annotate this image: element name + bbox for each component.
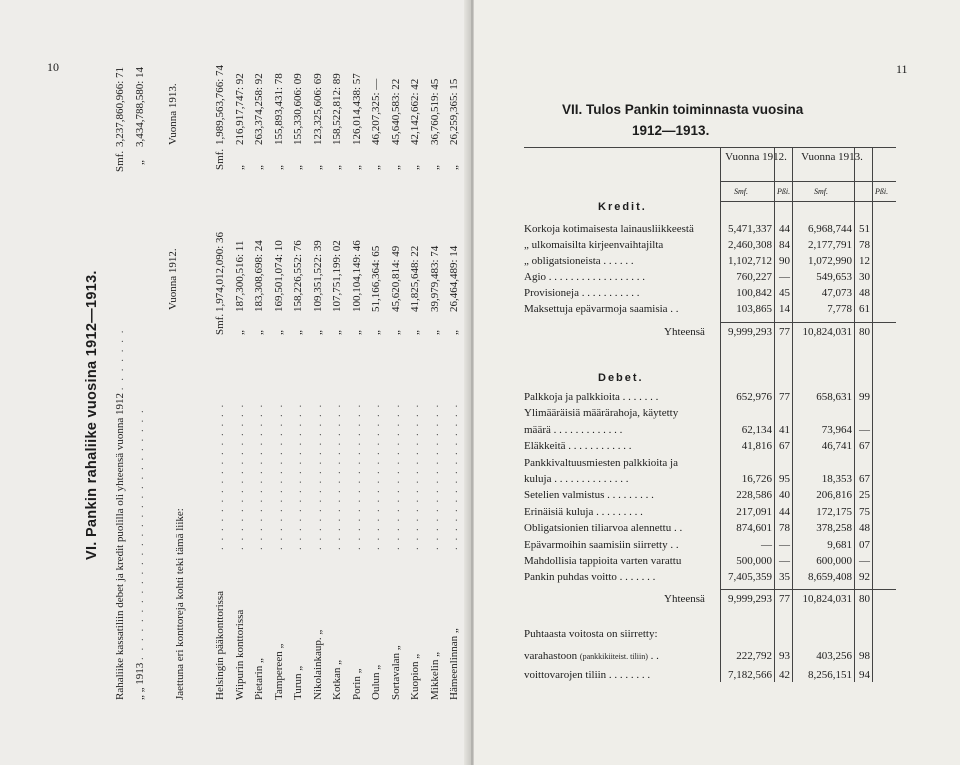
- office-name: Tampereen „: [272, 643, 285, 700]
- col-header-1912: Vuonna 1912.: [167, 248, 179, 310]
- leader-dots: . . . . . . . . . . . . . . . . . . . . . . . . . . .: [134, 408, 146, 660]
- currency-mark: „: [428, 165, 441, 170]
- office-name: Hämeenlinnan „: [448, 628, 460, 700]
- penni-1913: 75: [859, 505, 870, 518]
- row-label: Provisioneja . . . . . . . . . . .: [524, 287, 640, 299]
- amount-1913: 2,177,791: [808, 239, 852, 251]
- office-name: Kuopion „: [409, 653, 421, 700]
- office-name: Mikkelin „: [428, 652, 441, 700]
- office-name: Pietarin „: [253, 658, 265, 700]
- office-name: Oulun „: [370, 664, 382, 700]
- row-label: määrä . . . . . . . . . . . . .: [524, 423, 623, 436]
- row-label: Setelien valmistus . . . . . . . . .: [524, 489, 654, 502]
- intro-value-1913: 3,434,788,580: 14: [134, 66, 146, 147]
- leader-dots: . . . . . . . . . . . . . . . .: [389, 402, 402, 550]
- currency-mark: „: [428, 330, 441, 335]
- currency-mark: „: [253, 330, 265, 335]
- row-label: kuluja . . . . . . . . . . . . . .: [524, 473, 629, 485]
- amount-1913: 9,681: [827, 538, 852, 551]
- profit-row: varahastoon (pankkikiiteist. tiliin) . .: [524, 650, 659, 662]
- debet-total: [664, 593, 705, 606]
- value-1912: 51,166,364: 65: [370, 245, 382, 312]
- amount-1912: 500,000: [736, 555, 772, 567]
- debet-sum-rule: [720, 589, 896, 590]
- intro-label-2: „ „ 1913: [134, 662, 146, 700]
- amount-1912: 100,842: [736, 287, 772, 299]
- amount-1912: 1,102,712: [728, 255, 772, 267]
- amount-1912: 217,091: [736, 505, 772, 518]
- penni-1912: 45: [779, 287, 790, 299]
- penni-1913: 30: [859, 271, 870, 283]
- row-label: Ylimääräisiä määrärahoja, käytetty: [524, 407, 679, 420]
- row-label: Korkoja kotimaisesta lainausliikkeestä: [524, 223, 694, 235]
- value-1912: 41,825,648: 22: [409, 245, 421, 312]
- row-label: Yhteensä: [664, 593, 705, 605]
- amount-1912: —: [761, 538, 772, 551]
- penni-1913: 07: [859, 538, 870, 551]
- currency-mark: „: [253, 165, 265, 170]
- penni-1913: —: [859, 423, 870, 436]
- debet-row: [524, 391, 658, 404]
- amount-1913: 47,073: [821, 287, 852, 299]
- office-row: [253, 50, 273, 700]
- currency-mark: „: [409, 165, 421, 170]
- value-1912: 45,620,814: 49: [389, 245, 402, 312]
- amount-1913: 206,816: [816, 489, 852, 502]
- penni-1912: 77: [779, 326, 790, 338]
- amount-1912: 16,726: [741, 473, 772, 485]
- results-table: [524, 147, 896, 682]
- amount-1913: 378,258: [816, 522, 852, 535]
- kredit-row: [524, 271, 645, 284]
- office-row: [214, 50, 234, 700]
- leader-dots: . . . . . . . . . . . . . . . .: [233, 402, 246, 550]
- col-header-1913: Vuonna 1913.: [167, 83, 179, 145]
- col-rule: [792, 147, 793, 682]
- penni-1913: 51: [859, 223, 870, 235]
- unit-rule: [720, 201, 896, 202]
- left-page: [0, 0, 470, 765]
- debet-row: [524, 457, 678, 470]
- title-line-2: 1912—1913.: [632, 123, 710, 138]
- penni-1912: —: [779, 555, 790, 567]
- currency-mark: „: [409, 330, 421, 335]
- currency-mark: „: [233, 330, 246, 335]
- debet-row: [524, 522, 682, 535]
- page-number-left: 10: [47, 60, 59, 74]
- office-name: Sortavalan „: [389, 645, 402, 700]
- penni-1912: 95: [779, 473, 790, 485]
- amount-1912: 9,999,293: [728, 326, 772, 338]
- leader-dots: . . . . . . . . . . . . . . . .: [370, 402, 382, 550]
- office-row: [409, 50, 429, 700]
- debet-heading: Debet.: [598, 372, 644, 384]
- penni-1912: —: [779, 538, 790, 551]
- penni-1913: 99: [859, 391, 870, 403]
- debet-row: [524, 539, 679, 552]
- penni-1913: 67: [859, 473, 870, 485]
- debet-row: [524, 489, 654, 502]
- leader-dots: . . . . . . . . . . . . . . . .: [448, 402, 460, 550]
- value-1913: 216,917,747: 92: [233, 73, 246, 145]
- office-name: Nikolainkaup. „: [311, 629, 324, 700]
- debet-row: [524, 407, 678, 420]
- value-1912: 158,226,552: 76: [292, 240, 304, 312]
- currency-mark: „: [233, 165, 246, 170]
- amount-1912: 7,405,359: [728, 571, 772, 584]
- amount-1913: 46,741: [821, 440, 852, 453]
- penni-1913: 94: [859, 669, 870, 681]
- unit-penni-1913: Pßi.: [875, 187, 889, 196]
- currency-mark: „: [389, 165, 402, 170]
- row-label: Pankkivaltuusmiesten palkkioita ja: [524, 456, 678, 469]
- amount-1913: 1,072,990: [808, 255, 852, 267]
- profit-heading: Puhtaasta voitosta on siirretty:: [524, 628, 658, 640]
- amount-1913: 658,631: [816, 391, 852, 403]
- value-1912: 107,751,199: 02: [331, 240, 343, 312]
- table-top-rule: [524, 147, 896, 148]
- amount-1912: 103,865: [736, 303, 772, 315]
- amount-1913: 7,778: [827, 303, 852, 315]
- leader-dots: . . . . . . . . . . . . . . . .: [253, 402, 265, 550]
- penni-1913: 25: [859, 489, 870, 502]
- debet-row: [524, 571, 655, 584]
- office-name: Turun „: [292, 665, 304, 700]
- value-1913: 263,374,258: 92: [253, 73, 265, 145]
- currency-mark: „: [311, 165, 324, 170]
- penni-1912: 84: [779, 239, 790, 251]
- unit-smk-1913: Smf.: [814, 187, 828, 196]
- row-label: voittovarojen tiliin . . . . . . . .: [524, 669, 651, 681]
- office-row: [370, 50, 390, 700]
- page-number-right: 11: [896, 62, 908, 76]
- row-label: „ ulkomaisilta kirjeenvaihtajilta: [524, 239, 664, 251]
- value-1913: 155,330,606: 09: [292, 73, 304, 145]
- currency-mark: „: [331, 165, 343, 170]
- header-rule: [720, 181, 896, 182]
- intro-line-1: [114, 328, 126, 700]
- value-1912: 183,308,698: 24: [253, 240, 265, 312]
- penni-1912: 93: [779, 650, 790, 662]
- penni-1912: 44: [779, 505, 790, 518]
- col-rule: [872, 147, 873, 682]
- value-1912: 187,300,516: 11: [233, 240, 246, 312]
- kredit-row: [524, 255, 634, 268]
- penni-1913: —: [859, 555, 870, 567]
- kredit-row: [524, 303, 679, 316]
- leader-dots: . . . . . . . . . . . . . . . .: [409, 402, 421, 550]
- amount-1912: 2,460,308: [728, 239, 772, 251]
- currency-mark: „: [448, 165, 460, 170]
- amount-1913: 549,653: [816, 271, 852, 283]
- office-row: [331, 50, 351, 700]
- amount-1913: 8,256,151: [808, 669, 852, 681]
- unit-smk-1912: Smf.: [734, 187, 748, 196]
- amount-1912: 652,976: [736, 391, 772, 403]
- penni-1913: 92: [859, 571, 870, 584]
- row-label: Obligatsionien tiliarvoa alennettu . .: [524, 522, 683, 535]
- amount-1913: 172,175: [816, 505, 852, 518]
- penni-1913: 48: [859, 522, 870, 535]
- penni-1912: 78: [779, 522, 790, 535]
- currency-mark: „: [370, 330, 382, 335]
- row-label-note: (pankkikiiteist. tiliin): [579, 652, 648, 661]
- amount-1913: 8,659,408: [808, 571, 852, 584]
- amount-1913: 73,964: [821, 423, 852, 436]
- value-1913: 1,989,563,766: 74: [214, 64, 226, 145]
- office-name: Kotkan „: [331, 659, 343, 700]
- value-1913: 42,142,662: 42: [409, 78, 421, 145]
- row-label: Pankin puhdas voitto . . . . . . .: [524, 571, 656, 584]
- amount-1912: 874,601: [736, 522, 772, 535]
- value-1912: 109,351,522: 39: [311, 240, 324, 312]
- penni-1913: 48: [859, 287, 870, 299]
- ditto-mark: „: [134, 160, 146, 165]
- currency-mark: „: [448, 330, 460, 335]
- office-row: [429, 50, 449, 700]
- currency-mark: „: [370, 165, 382, 170]
- title-line-1: VII. Tulos Pankin toiminnasta vuosina: [562, 102, 804, 117]
- row-label: Erinäisiä kuluja . . . . . . . . .: [524, 505, 643, 518]
- kredit-total: [664, 326, 705, 339]
- office-name: Helsingin pääkonttorissa: [214, 590, 226, 700]
- sub-heading: Jaettuna eri konttoreja kohti teki tämä liike:: [174, 508, 186, 700]
- currency-mark: „: [389, 330, 402, 335]
- value-1913: 45,640,583: 22: [389, 78, 402, 145]
- currency-mark: „: [331, 330, 343, 335]
- leader-dots: . . . . . . . . . . . . . . . .: [311, 402, 324, 550]
- leader-dots: . . . . . . . . . . . . . . . .: [350, 402, 363, 550]
- amount-1913: 10,824,031: [802, 326, 852, 338]
- debet-row: [524, 440, 632, 453]
- right-page: [474, 0, 960, 765]
- penni-1912: —: [779, 271, 790, 283]
- value-1912: 1,974,012,090: 36: [214, 231, 226, 312]
- penni-1912: 42: [779, 669, 790, 681]
- value-1912: 169,501,074: 10: [272, 240, 285, 312]
- value-1913: 126,014,438: 57: [350, 73, 363, 145]
- leader-dots: . . . . . . . . . . . . . . . .: [428, 402, 441, 550]
- intro-currency: Smf.: [114, 150, 126, 172]
- amount-1912: 9,999,293: [728, 593, 772, 605]
- value-1912: 100,104,149: 46: [350, 240, 363, 312]
- unit-penni-1912: Pßi.: [777, 187, 791, 196]
- office-row: [390, 50, 410, 700]
- penni-1912: 40: [779, 489, 790, 502]
- office-name: Porin „: [350, 668, 363, 700]
- leader-dots: . . . . . . . . . . . . . . . .: [214, 402, 226, 550]
- kredit-row: [524, 239, 663, 252]
- value-1912: 26,464,489: 14: [448, 245, 460, 312]
- amount-1913: 600,000: [816, 555, 852, 567]
- debet-row: [524, 473, 629, 486]
- currency-mark: „: [350, 330, 363, 335]
- col-header-1913: Vuonna 1913.: [801, 151, 863, 163]
- penni-1912: 41: [779, 423, 790, 436]
- office-row: [351, 50, 371, 700]
- row-label: Palkkoja ja palkkioita . . . . . . .: [524, 391, 659, 403]
- kredit-heading: Kredit.: [598, 201, 647, 213]
- left-page-title: VI. Pankin rahaliike vuosina 1912—1913.: [84, 270, 100, 560]
- penni-1912: 77: [779, 593, 790, 605]
- value-1913: 36,760,519: 45: [428, 78, 441, 145]
- leader-dots: . . . . . . . . . . . . . . . .: [331, 402, 343, 550]
- col-rule: [720, 147, 721, 682]
- office-name: Wiipurin konttorissa: [233, 609, 246, 700]
- rotated-table-left: [84, 50, 484, 700]
- currency-mark: Smf.: [214, 313, 226, 335]
- office-row: [312, 50, 332, 700]
- amount-1912: 62,134: [741, 423, 772, 436]
- leader-dots: . . . . . . . . . . . . . . . .: [272, 402, 285, 550]
- amount-1912: 5,471,337: [728, 223, 772, 235]
- debet-row: [524, 424, 622, 437]
- profit-row: [524, 669, 650, 682]
- value-1913: 155,893,431: 78: [272, 73, 285, 145]
- amount-1913: 403,256: [816, 650, 852, 662]
- intro-label: Rahaliike kassatiliin debet ja kredit puolilla oli yhteensä vuonna 1912: [114, 392, 126, 700]
- row-label: „ obligatsioneista . . . . . .: [524, 255, 634, 267]
- currency-mark: „: [350, 165, 363, 170]
- currency-mark: „: [311, 330, 324, 335]
- row-label: Agio . . . . . . . . . . . . . . . . . .: [524, 271, 645, 283]
- penni-1913: 80: [859, 593, 870, 605]
- penni-1913: 61: [859, 303, 870, 315]
- office-row: [273, 50, 293, 700]
- leader-dots: . . . . . . . . . . . . . . . .: [292, 402, 304, 550]
- intro-line-2: [134, 408, 146, 700]
- amount-1912: 222,792: [736, 650, 772, 662]
- currency-mark: „: [272, 165, 285, 170]
- amount-1913: 6,968,744: [808, 223, 852, 235]
- amount-1912: 7,182,566: [728, 669, 772, 681]
- row-label: Yhteensä: [664, 326, 705, 338]
- amount-1913: 10,824,031: [802, 593, 852, 605]
- row-label: varahastoon: [524, 650, 578, 662]
- office-row: [292, 50, 312, 700]
- kredit-row: [524, 287, 640, 300]
- value-1913: 158,522,812: 89: [331, 73, 343, 145]
- amount-1913: 18,353: [821, 473, 852, 485]
- value-1913: 123,325,606: 69: [311, 73, 324, 145]
- value-1912: 39,979,483: 74: [428, 245, 441, 312]
- amount-1912: 41,816: [741, 440, 772, 453]
- col-header-1912: Vuonna 1912.: [725, 151, 787, 163]
- currency-mark: „: [292, 330, 304, 335]
- penni-1913: 67: [859, 440, 870, 453]
- amount-1912: 228,586: [736, 489, 772, 502]
- leader-dots: . . . . . . .: [114, 328, 126, 391]
- value-1913: 26,259,365: 15: [448, 78, 460, 145]
- debet-row: [524, 555, 681, 568]
- kredit-sum-rule: [720, 322, 896, 323]
- intro-value-1912: 3,237,860,966: 71: [114, 66, 126, 147]
- row-label: Epävarmoihin saamisiin siirretty . .: [524, 538, 679, 551]
- penni-1912: 90: [779, 255, 790, 267]
- penni-1913: 80: [859, 326, 870, 338]
- amount-1912: 760,227: [736, 271, 772, 283]
- penni-1913: 98: [859, 650, 870, 662]
- penni-1912: 77: [779, 391, 790, 403]
- value-1913: 46,207,325: —: [370, 78, 382, 145]
- penni-1913: 78: [859, 239, 870, 251]
- penni-1912: 44: [779, 223, 790, 235]
- currency-mark: „: [272, 330, 285, 335]
- row-label: Maksettuja epävarmoja saamisia . .: [524, 303, 679, 315]
- currency-mark: „: [292, 165, 304, 170]
- row-label: Mahdollisia tappioita varten varattu: [524, 555, 682, 567]
- right-page-title: [562, 99, 803, 141]
- penni-1912: 35: [779, 571, 790, 584]
- row-label: Eläkkeitä . . . . . . . . . . . .: [524, 440, 632, 453]
- penni-1912: 67: [779, 440, 790, 453]
- kredit-row: [524, 223, 694, 236]
- penni-1912: 14: [779, 303, 790, 315]
- penni-1913: 12: [859, 255, 870, 267]
- debet-row: [524, 506, 643, 519]
- currency-mark: Smf.: [214, 148, 226, 170]
- office-row: [234, 50, 254, 700]
